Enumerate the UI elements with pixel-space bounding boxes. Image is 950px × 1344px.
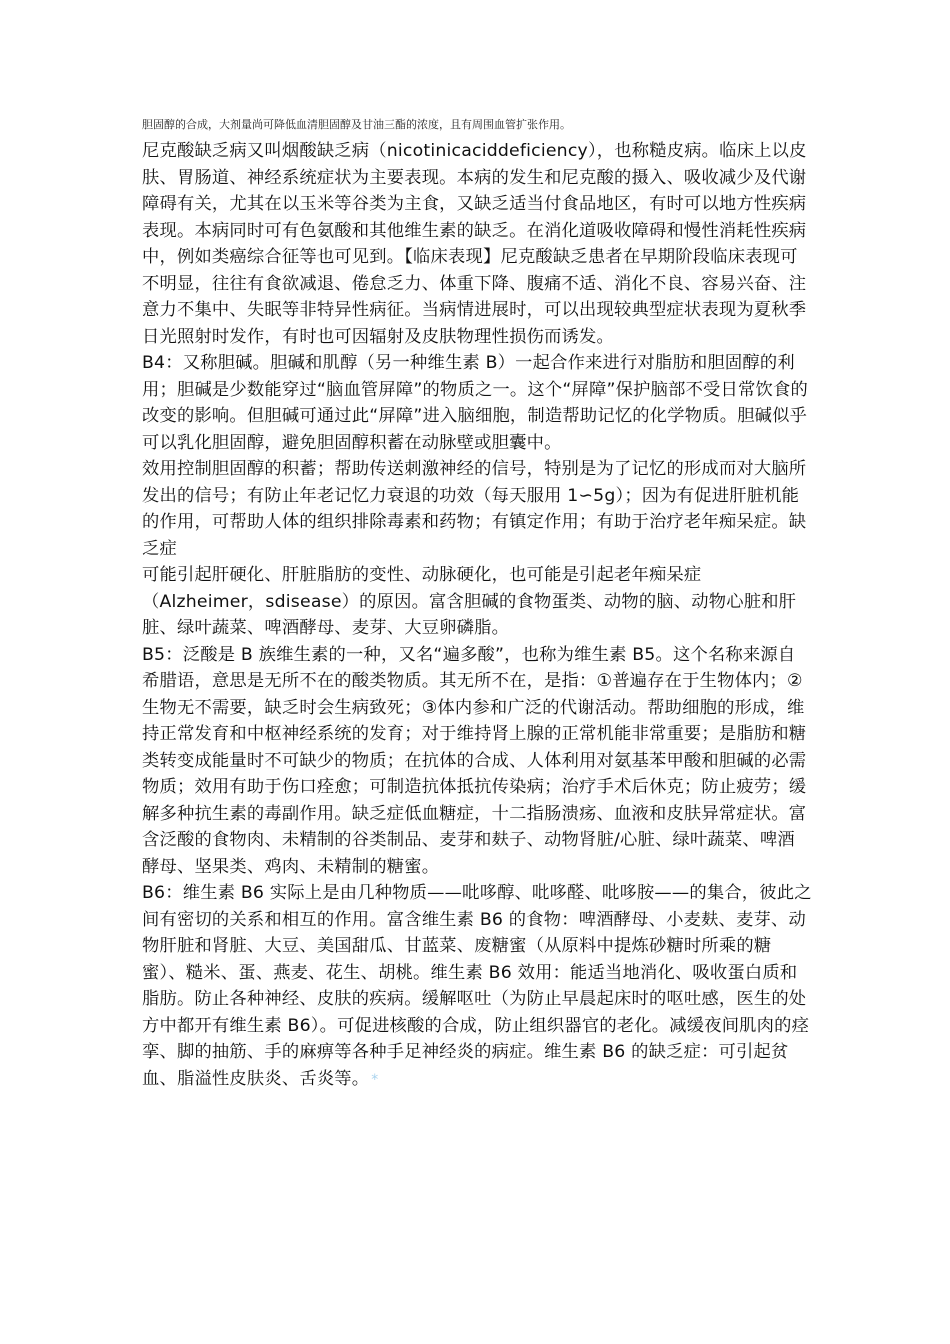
paragraph-end-mark: * — [371, 1071, 379, 1088]
paragraph-b6 — [142, 880, 812, 1093]
document-body — [142, 138, 812, 1093]
paragraph-b4-deficiency: 可能引起肝硬化、肝脏脂肪的变性、动脉硬化，也可能是引起老年痴呆症（Alzheimer，sdisease）的原因。富含胆碱的食物蛋类、动物的脑、动物心脏和肝脏、绿叶蔬菜、啤酒酵母、麦芽、大豆卵磷脂。 — [142, 565, 797, 638]
paragraph-b6-text: B6：维生素 B6 实际上是由几种物质——吡哆醇、吡哆醛、吡哆胺——的集合，彼此之间有密切的关系和相互的作用。富含维生素 B6 的食物：啤酒酵母、小麦麸、麦芽、动物肝脏和肾脏、大豆、美国甜瓜、甘蓝菜、废糖蜜（从原料中提炼砂糖时所乘的糖蜜）、糙米、蛋、燕麦、花生、胡桃。维生素 B6 效用：能适当地消化、吸收蛋白质和脂肪。防止各种神经、皮肤的疾病。缓解呕吐（为防止早晨起床时的呕吐感，医生的处方中都开有维生素 B6）。可促进核酸的合成，防止组织器官的老化。减缓夜间肌肉的痉挛、脚的抽筋、手的麻痹等各种手足神经炎的病症。维生素 B6 的缺乏症：可引起贫血、脂溢性皮肤炎、舌炎等。 — [142, 883, 812, 1089]
paragraph-b4-choline: B4：又称胆碱。胆碱和肌醇（另一种维生素 B）一起合作来进行对脂肪和胆固醇的利用；胆碱是少数能穿过“脑血管屏障”的物质之一。这个“屏障”保护脑部不受日常饮食的改变的影响。但胆碱可通过此“屏障”进入脑细胞，制造帮助记忆的化学物质。胆碱似乎可以乳化胆固醇，避免胆固醇积蓄在动脉壁或胆囊中。 — [142, 353, 808, 453]
top-note: 胆固醇的合成，大剂量尚可降低血清胆固醇及甘油三酯的浓度，且有周围血管扩张作用。 — [142, 118, 571, 131]
paragraph-b4-effects: 效用控制胆固醇的积蓄；帮助传送刺激神经的信号，特别是为了记忆的形成而对大脑所发出的信号；有防止年老记忆力衰退的功效（每天服用 1∽5g）；因为有促进肝脏机能的作用，可帮助人体的组织排除毒素和药物；有镇定作用；有助于治疗老年痴呆症。缺乏症 — [142, 459, 807, 559]
paragraph-niacin-deficiency: 尼克酸缺乏病又叫烟酸缺乏病（nicotinicaciddeficiency），也称糙皮病。临床上以皮肤、胃肠道、神经系统症状为主要表现。本病的发生和尼克酸的摄入、吸收减少及代谢障碍有关，尤其在以玉米等谷类为主食，又缺乏适当付食品地区，有时可以地方性疾病表现。本病同时可有色氨酸和其他维生素的缺乏。在消化道吸收障碍和慢性消耗性疾病中，例如类癌综合征等也可见到。【临床表现】尼克酸缺乏患者在早期阶段临床表现可不明显，往往有食欲减退、倦怠乏力、体重下降、腹痛不适、消化不良、容易兴奋、注意力不集中、失眠等非特异性病征。当病情进展时，可以出现较典型症状表现为夏秋季日光照射时发作，有时也可因辐射及皮肤物理性损伤而诱发。 — [142, 141, 807, 347]
paragraph-b5-pantothenic-acid: B5：泛酸是 B 族维生素的一种，又名“遍多酸”，也称为维生素 B5。这个名称来源自希腊语，意思是无所不在的酸类物质。其无所不在，是指：①普遍存在于生物体内；②生物无不需要，缺乏时会生病致死；③体内参和广泛的代谢活动。帮助细胞的形成，维持正常发育和中枢神经系统的发育；对于维持肾上腺的正常机能非常重要；是脂肪和糖类转变成能量时不可缺少的物质；在抗体的合成、人体利用对氨基苯甲酸和胆碱的必需物质；效用有助于伤口痊愈；可制造抗体抵抗传染病；治疗手术后休克；防止疲劳；缓解多种抗生素的毒副作用。缺乏症低血糖症，十二指肠溃疡、血液和皮肤异常症状。富含泛酸的食物肉、未精制的谷类制品、麦芽和麸子、动物肾脏/心脏、绿叶蔬菜、啤酒酵母、坚果类、鸡肉、未精制的糖蜜。 — [142, 644, 807, 877]
